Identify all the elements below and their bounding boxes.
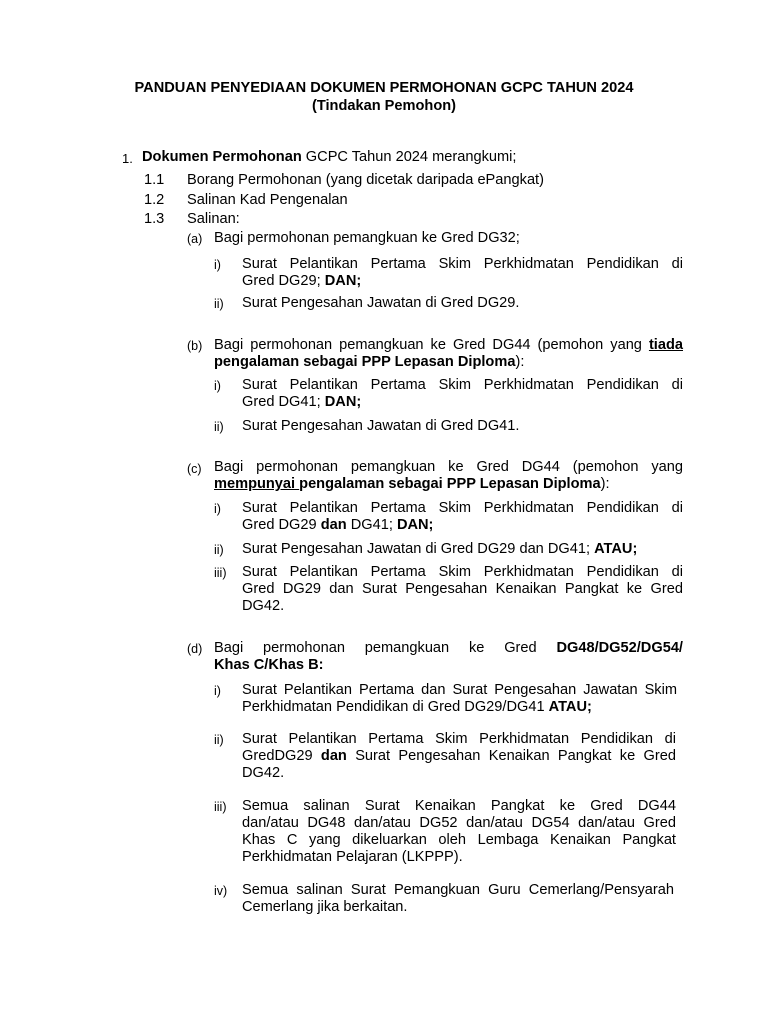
d-ii-line2-b: Surat Pengesahan Kenaikan Pangkat ke Gred xyxy=(346,748,676,764)
c-line1: Bagi permohonan pemangkuan ke Gred DG44 (pemohon yang xyxy=(214,459,683,475)
a-i-line2 xyxy=(242,273,361,291)
d-iv-line1: Semua salinan Surat Pemangkuan Guru Cemerlang/Pensyarah xyxy=(242,882,674,898)
b-ii-number: ii) xyxy=(214,420,224,434)
a-i-number: i) xyxy=(214,258,221,272)
c-i-line2-b: DG41; xyxy=(346,517,397,533)
b-i-number: i) xyxy=(214,379,221,393)
d-i-line2-text: Perkhidmatan Pendidikan di Gred DG29/DG41 xyxy=(242,699,549,715)
b-line1-text: Bagi permohonan pemangkuan ke Gred DG44 (pemohon yang xyxy=(214,337,649,353)
c-iii-line2: Gred DG29 dan Surat Pengesahan Kenaikan Pangkat ke Gred xyxy=(242,581,683,597)
c-line2-rest: ): xyxy=(600,476,610,492)
d-iii-line3: Khas C yang dikeluarkan oleh Lembaga Kenaikan Pangkat xyxy=(242,832,676,848)
d-ii-line1: Surat Pelantikan Pertama Skim Perkhidmatan Pendidikan di xyxy=(242,731,676,747)
d-ii-line2-a: GredDG29 xyxy=(242,748,321,764)
d-i-number: i) xyxy=(214,684,221,698)
d-iii-line1: Semua salinan Surat Kenaikan Pangkat ke Gred DG44 xyxy=(242,798,676,814)
c-i-line2-bold: DAN; xyxy=(396,517,434,533)
item-number-1-3: 1.3 xyxy=(144,211,165,227)
c-iii-line3: DG42. xyxy=(242,598,285,614)
c-iii-number: iii) xyxy=(214,566,227,580)
d-i-line1: Surat Pelantikan Pertama dan Surat Pengesahan Jawatan Skim xyxy=(242,682,677,698)
document-subtitle: (Tindakan Pemohon) xyxy=(311,98,457,114)
item-number-1-2: 1.2 xyxy=(144,192,165,208)
c-i-number: i) xyxy=(214,502,221,516)
d-ii-line2-dan: dan xyxy=(320,748,347,764)
a-ii-number: ii) xyxy=(214,297,224,311)
subitem-letter-c: (c) xyxy=(187,462,202,476)
c-ii-number: ii) xyxy=(214,543,224,557)
c-line2-bold: pengalaman sebagai PPP Lepasan Diploma xyxy=(299,476,601,492)
d-ii-number: ii) xyxy=(214,733,224,747)
d-i-line2 xyxy=(242,699,592,717)
d-i-line2-bold: ATAU; xyxy=(548,699,592,715)
c-iii-line1: Surat Pelantikan Pertama Skim Perkhidmatan Pendidikan di xyxy=(242,564,683,580)
c-i-line2 xyxy=(242,517,433,535)
b-line2-bold: pengalaman sebagai PPP Lepasan Diploma xyxy=(214,354,516,370)
subitem-letter-a: (a) xyxy=(187,232,203,246)
section-number: 1. xyxy=(122,151,133,166)
b-line2-rest: ): xyxy=(515,354,525,370)
subitem-text-a: Bagi permohonan pemangkuan ke Gred DG32; xyxy=(214,230,520,246)
item-text-1-2: Salinan Kad Pengenalan xyxy=(187,192,348,208)
d-line1 xyxy=(214,640,683,658)
a-i-line2-bold: DAN; xyxy=(324,273,362,289)
c-i-line2-a: Gred DG29 xyxy=(242,517,321,533)
item-text-1-3: Salinan: xyxy=(187,211,240,227)
d-line2: Khas C/Khas B: xyxy=(214,657,324,673)
b-line1-bold: tiada xyxy=(648,337,683,353)
section-heading-rest: GCPC Tahun 2024 merangkumi; xyxy=(301,149,517,165)
b-ii-text: Surat Pengesahan Jawatan di Gred DG41. xyxy=(242,418,520,434)
c-ii-text-main: Surat Pengesahan Jawatan di Gred DG29 dan DG41; xyxy=(242,541,595,557)
b-i-line1: Surat Pelantikan Pertama Skim Perkhidmatan Pendidikan di xyxy=(242,377,683,393)
c-ii-text-bold: ATAU; xyxy=(594,541,638,557)
subitem-letter-b: (b) xyxy=(187,339,203,353)
b-i-line2 xyxy=(242,394,361,412)
item-text-1-1: Borang Permohonan (yang dicetak daripada ePangkat) xyxy=(187,172,544,188)
d-ii-line2 xyxy=(242,748,676,766)
a-i-line2-text: Gred DG29; xyxy=(242,273,325,289)
d-ii-line3: DG42. xyxy=(242,765,285,781)
c-line2-bold-underline: mempunyai xyxy=(214,476,300,492)
d-iii-line4: Perkhidmatan Pelajaran (LKPPP). xyxy=(242,849,463,865)
d-iii-line2: dan/atau DG48 dan/atau DG52 dan/atau DG54 dan/atau Gred xyxy=(242,815,676,831)
d-iv-number: iv) xyxy=(214,884,228,898)
d-iv-line2: Cemerlang jika berkaitan. xyxy=(242,899,408,915)
document-title: PANDUAN PENYEDIAAN DOKUMEN PERMOHONAN GCPC TAHUN 2024 xyxy=(134,80,634,96)
item-number-1-1: 1.1 xyxy=(144,172,165,188)
c-i-line1: Surat Pelantikan Pertama Skim Perkhidmatan Pendidikan di xyxy=(242,500,683,516)
b-line1 xyxy=(214,337,683,355)
b-i-line2-text: Gred DG41; xyxy=(242,394,325,410)
d-line1-text: Bagi permohonan pemangkuan ke Gred xyxy=(214,640,557,656)
c-i-line2-dan: dan xyxy=(320,517,347,533)
d-iii-number: iii) xyxy=(214,800,227,814)
a-ii-text: Surat Pengesahan Jawatan di Gred DG29. xyxy=(242,295,520,311)
section-heading xyxy=(142,149,516,167)
section-heading-bold: Dokumen Permohonan xyxy=(142,149,302,165)
c-ii-text xyxy=(242,541,637,559)
a-i-line1: Surat Pelantikan Pertama Skim Perkhidmatan Pendidikan di xyxy=(242,256,683,272)
c-line2 xyxy=(214,476,610,494)
subitem-letter-d: (d) xyxy=(187,642,203,656)
b-i-line2-bold: DAN; xyxy=(324,394,362,410)
b-line2 xyxy=(214,354,524,372)
d-line1-bold: DG48/DG52/DG54/ xyxy=(556,640,683,656)
